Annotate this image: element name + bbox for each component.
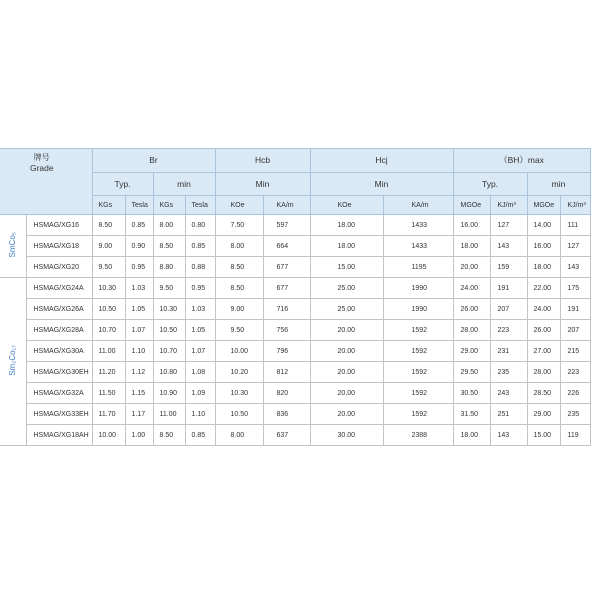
- br-typ-tesla-cell: 1.12: [125, 362, 153, 383]
- hcb-min-header: Min: [215, 173, 310, 196]
- bhmax-min-mgoe-cell: 28.00: [527, 362, 560, 383]
- hcb-kam-cell: 664: [263, 236, 310, 257]
- table-row: [0, 215, 590, 236]
- unit-header: KA/m: [263, 196, 310, 215]
- table-row: [0, 362, 590, 383]
- hcj-kam-cell: 1592: [383, 404, 453, 425]
- br-typ-tesla-cell: 0.90: [125, 236, 153, 257]
- hcj-koe-cell: 20.00: [310, 383, 383, 404]
- hcb-koe-cell: 8.00: [215, 236, 263, 257]
- bhmax-typ-kjm3-cell: 143: [490, 236, 527, 257]
- br-min-tesla-cell: 1.08: [185, 362, 215, 383]
- grade-cell: HSMAG/XG30EH: [26, 362, 92, 383]
- unit-header: KOe: [310, 196, 383, 215]
- br-min-tesla-cell: 1.07: [185, 341, 215, 362]
- bhmax-min-kjm3-cell: 235: [560, 404, 590, 425]
- grade-cell: HSMAG/XG18AH: [26, 425, 92, 446]
- grade-cell: HSMAG/XG24A: [26, 278, 92, 299]
- table-row: [0, 383, 590, 404]
- table-row: [0, 257, 590, 278]
- br-header: Br: [92, 149, 215, 173]
- br-min-header: min: [153, 173, 215, 196]
- hcb-koe-cell: 8.50: [215, 278, 263, 299]
- material-group-label: Sm₂Co₁₇: [7, 345, 17, 376]
- br-min-tesla-cell: 1.09: [185, 383, 215, 404]
- table-header: [0, 149, 590, 215]
- hcb-kam-cell: 820: [263, 383, 310, 404]
- bhmax-typ-kjm3-cell: 223: [490, 320, 527, 341]
- bhmax-typ-mgoe-cell: 29.00: [453, 341, 490, 362]
- hcj-koe-cell: 18.00: [310, 236, 383, 257]
- bhmax-min-kjm3-cell: 119: [560, 425, 590, 446]
- bhmax-header: （BH）max: [453, 149, 590, 173]
- br-min-tesla-cell: 0.85: [185, 425, 215, 446]
- bhmax-typ-mgoe-cell: 18.00: [453, 236, 490, 257]
- hcj-kam-cell: 1592: [383, 341, 453, 362]
- bhmax-min-mgoe-cell: 27.00: [527, 341, 560, 362]
- bhmax-typ-mgoe-cell: 30.50: [453, 383, 490, 404]
- bhmax-min-mgoe-cell: 24.00: [527, 299, 560, 320]
- br-min-kgs-cell: 10.70: [153, 341, 185, 362]
- bhmax-typ-kjm3-cell: 127: [490, 215, 527, 236]
- grade-cell: HSMAG/XG20: [26, 257, 92, 278]
- br-min-tesla-cell: 0.85: [185, 236, 215, 257]
- br-typ-kgs-cell: 8.50: [92, 215, 125, 236]
- unit-header: MGOe: [527, 196, 560, 215]
- bhmax-min-kjm3-cell: 127: [560, 236, 590, 257]
- br-typ-kgs-cell: 10.30: [92, 278, 125, 299]
- hcb-koe-cell: 8.50: [215, 257, 263, 278]
- hcb-kam-cell: 597: [263, 215, 310, 236]
- br-min-kgs-cell: 10.90: [153, 383, 185, 404]
- br-typ-tesla-cell: 1.05: [125, 299, 153, 320]
- unit-header: KGs: [92, 196, 125, 215]
- grade-header: [0, 149, 92, 215]
- br-typ-kgs-cell: 11.20: [92, 362, 125, 383]
- material-group-label: SmCo₅: [7, 232, 17, 258]
- hcb-kam-cell: 756: [263, 320, 310, 341]
- hcj-kam-cell: 1592: [383, 320, 453, 341]
- br-typ-tesla-cell: 1.10: [125, 341, 153, 362]
- hcj-koe-cell: 30.00: [310, 425, 383, 446]
- bhmax-typ-mgoe-cell: 16.00: [453, 215, 490, 236]
- unit-header: MGOe: [453, 196, 490, 215]
- bhmax-min-kjm3-cell: 143: [560, 257, 590, 278]
- hcb-kam-cell: 796: [263, 341, 310, 362]
- hcj-kam-cell: 1195: [383, 257, 453, 278]
- hcb-header: Hcb: [215, 149, 310, 173]
- bhmax-min-mgoe-cell: 22.00: [527, 278, 560, 299]
- hcj-min-header: Min: [310, 173, 453, 196]
- bhmax-typ-kjm3-cell: 143: [490, 425, 527, 446]
- table-row: [0, 278, 590, 299]
- br-typ-tesla-cell: 1.00: [125, 425, 153, 446]
- br-typ-kgs-cell: 9.00: [92, 236, 125, 257]
- br-typ-kgs-cell: 10.50: [92, 299, 125, 320]
- bhmax-typ-mgoe-cell: 26.00: [453, 299, 490, 320]
- br-typ-tesla-cell: 0.85: [125, 215, 153, 236]
- bhmax-typ-mgoe-cell: 20.00: [453, 257, 490, 278]
- bhmax-typ-mgoe-cell: 31.50: [453, 404, 490, 425]
- material-group-cell: [0, 215, 26, 278]
- hcb-koe-cell: 10.00: [215, 341, 263, 362]
- br-min-tesla-cell: 1.05: [185, 320, 215, 341]
- hcb-koe-cell: 10.50: [215, 404, 263, 425]
- table-row: [0, 299, 590, 320]
- bhmax-min-mgoe-cell: 26.00: [527, 320, 560, 341]
- bhmax-min-kjm3-cell: 111: [560, 215, 590, 236]
- br-min-kgs-cell: 11.00: [153, 404, 185, 425]
- grade-header-en: Grade: [29, 163, 54, 173]
- br-min-kgs-cell: 8.50: [153, 236, 185, 257]
- table-row: [0, 425, 590, 446]
- bhmax-typ-header: Typ.: [453, 173, 527, 196]
- br-typ-tesla-cell: 0.95: [125, 257, 153, 278]
- grade-cell: HSMAG/XG28A: [26, 320, 92, 341]
- bhmax-typ-kjm3-cell: 251: [490, 404, 527, 425]
- grade-cell: HSMAG/XG18: [26, 236, 92, 257]
- br-min-kgs-cell: 8.50: [153, 425, 185, 446]
- br-min-kgs-cell: 10.30: [153, 299, 185, 320]
- hcj-koe-cell: 18.00: [310, 215, 383, 236]
- hcb-koe-cell: 8.00: [215, 425, 263, 446]
- magnet-grade-spec-table: [0, 148, 591, 446]
- bhmax-min-kjm3-cell: 226: [560, 383, 590, 404]
- grade-cell: HSMAG/XG33EH: [26, 404, 92, 425]
- bhmax-typ-kjm3-cell: 231: [490, 341, 527, 362]
- bhmax-typ-kjm3-cell: 235: [490, 362, 527, 383]
- bhmax-typ-mgoe-cell: 24.00: [453, 278, 490, 299]
- unit-header: Tesla: [185, 196, 215, 215]
- hcj-koe-cell: 20.00: [310, 362, 383, 383]
- br-min-tesla-cell: 1.03: [185, 299, 215, 320]
- bhmax-typ-kjm3-cell: 243: [490, 383, 527, 404]
- br-min-kgs-cell: 9.50: [153, 278, 185, 299]
- bhmax-min-kjm3-cell: 223: [560, 362, 590, 383]
- hcb-kam-cell: 677: [263, 278, 310, 299]
- material-group-cell: [0, 278, 26, 446]
- bhmax-min-mgoe-cell: 14.00: [527, 215, 560, 236]
- unit-header: KGs: [153, 196, 185, 215]
- hcj-koe-cell: 20.00: [310, 320, 383, 341]
- table-row: [0, 320, 590, 341]
- bhmax-min-mgoe-cell: 29.00: [527, 404, 560, 425]
- hcj-koe-cell: 25.00: [310, 299, 383, 320]
- grade-cell: HSMAG/XG26A: [26, 299, 92, 320]
- header-row-properties: [0, 149, 590, 173]
- bhmax-typ-mgoe-cell: 18.00: [453, 425, 490, 446]
- br-min-tesla-cell: 0.88: [185, 257, 215, 278]
- hcj-kam-cell: 1990: [383, 278, 453, 299]
- hcb-kam-cell: 677: [263, 257, 310, 278]
- hcb-kam-cell: 812: [263, 362, 310, 383]
- bhmax-min-mgoe-cell: 18.00: [527, 257, 560, 278]
- br-typ-kgs-cell: 10.00: [92, 425, 125, 446]
- br-min-tesla-cell: 0.95: [185, 278, 215, 299]
- hcb-kam-cell: 716: [263, 299, 310, 320]
- bhmax-typ-mgoe-cell: 29.50: [453, 362, 490, 383]
- hcj-koe-cell: 15.00: [310, 257, 383, 278]
- br-typ-kgs-cell: 11.00: [92, 341, 125, 362]
- br-typ-kgs-cell: 11.70: [92, 404, 125, 425]
- br-typ-header: Typ.: [92, 173, 153, 196]
- table-body: [0, 215, 590, 446]
- hcb-kam-cell: 637: [263, 425, 310, 446]
- table-row: [0, 404, 590, 425]
- br-typ-kgs-cell: 10.70: [92, 320, 125, 341]
- bhmax-typ-mgoe-cell: 28.00: [453, 320, 490, 341]
- hcb-koe-cell: 9.00: [215, 299, 263, 320]
- bhmax-typ-kjm3-cell: 191: [490, 278, 527, 299]
- br-typ-tesla-cell: 1.07: [125, 320, 153, 341]
- bhmax-min-kjm3-cell: 191: [560, 299, 590, 320]
- br-min-tesla-cell: 0.80: [185, 215, 215, 236]
- grade-header-cn: 牌号: [33, 153, 50, 162]
- br-min-tesla-cell: 1.10: [185, 404, 215, 425]
- hcj-kam-cell: 1433: [383, 215, 453, 236]
- grade-cell: HSMAG/XG16: [26, 215, 92, 236]
- hcj-kam-cell: 1990: [383, 299, 453, 320]
- grade-cell: HSMAG/XG30A: [26, 341, 92, 362]
- bhmax-min-mgoe-cell: 15.00: [527, 425, 560, 446]
- br-typ-tesla-cell: 1.17: [125, 404, 153, 425]
- br-min-kgs-cell: 8.00: [153, 215, 185, 236]
- hcb-koe-cell: 9.50: [215, 320, 263, 341]
- br-typ-kgs-cell: 11.50: [92, 383, 125, 404]
- bhmax-min-mgoe-cell: 28.50: [527, 383, 560, 404]
- hcj-kam-cell: 2388: [383, 425, 453, 446]
- hcj-header: Hcj: [310, 149, 453, 173]
- br-typ-tesla-cell: 1.03: [125, 278, 153, 299]
- hcj-koe-cell: 20.00: [310, 341, 383, 362]
- hcj-kam-cell: 1592: [383, 362, 453, 383]
- br-min-kgs-cell: 8.80: [153, 257, 185, 278]
- hcb-koe-cell: 10.30: [215, 383, 263, 404]
- hcj-koe-cell: 25.00: [310, 278, 383, 299]
- unit-header: KJ/m³: [490, 196, 527, 215]
- bhmax-typ-kjm3-cell: 207: [490, 299, 527, 320]
- unit-header: KJ/m³: [560, 196, 590, 215]
- bhmax-min-header: min: [527, 173, 590, 196]
- bhmax-min-kjm3-cell: 175: [560, 278, 590, 299]
- table-row: [0, 236, 590, 257]
- bhmax-min-kjm3-cell: 207: [560, 320, 590, 341]
- table-row: [0, 341, 590, 362]
- hcj-koe-cell: 20.00: [310, 404, 383, 425]
- br-typ-tesla-cell: 1.15: [125, 383, 153, 404]
- unit-header: KOe: [215, 196, 263, 215]
- hcb-kam-cell: 836: [263, 404, 310, 425]
- unit-header: Tesla: [125, 196, 153, 215]
- hcb-koe-cell: 10.20: [215, 362, 263, 383]
- grade-cell: HSMAG/XG32A: [26, 383, 92, 404]
- br-min-kgs-cell: 10.80: [153, 362, 185, 383]
- hcj-kam-cell: 1433: [383, 236, 453, 257]
- bhmax-min-mgoe-cell: 16.00: [527, 236, 560, 257]
- unit-header: KA/m: [383, 196, 453, 215]
- hcj-kam-cell: 1592: [383, 383, 453, 404]
- br-min-kgs-cell: 10.50: [153, 320, 185, 341]
- bhmax-typ-kjm3-cell: 159: [490, 257, 527, 278]
- hcb-koe-cell: 7.50: [215, 215, 263, 236]
- bhmax-min-kjm3-cell: 215: [560, 341, 590, 362]
- br-typ-kgs-cell: 9.50: [92, 257, 125, 278]
